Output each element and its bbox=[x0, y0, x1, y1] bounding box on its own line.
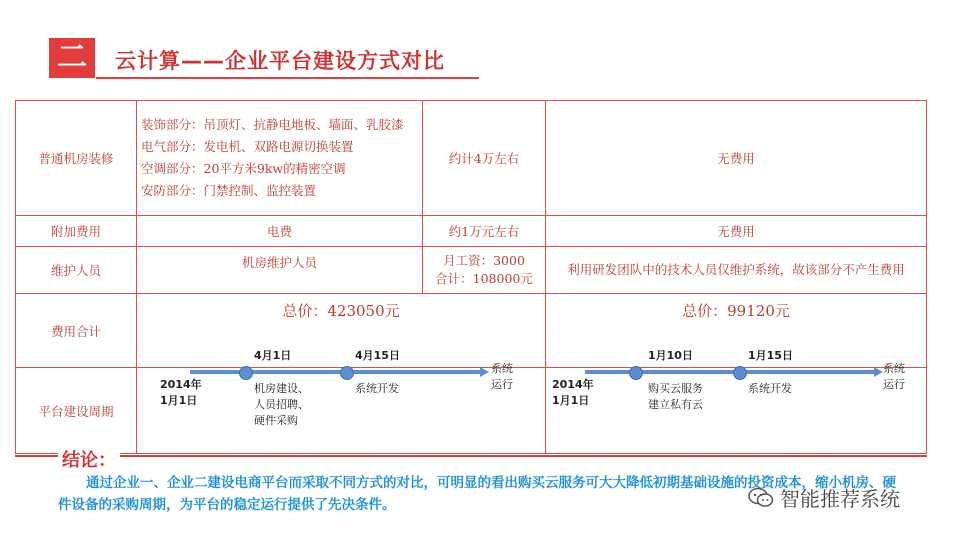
milestone-text: 系统开发 bbox=[748, 382, 792, 395]
cost-line: 月工资：3000 bbox=[443, 253, 525, 268]
detail-item: 安防部分：门禁控制、监控装置 bbox=[141, 183, 317, 198]
watermark-text: 智能推荐系统 bbox=[780, 487, 900, 511]
end-line: 运行 bbox=[883, 378, 905, 391]
timeline-end-label bbox=[491, 361, 513, 393]
item-cell: 电费 bbox=[137, 216, 423, 247]
detail-item: 电气部分：发电机、双路电源切换装置 bbox=[141, 139, 354, 154]
timeline-dot bbox=[629, 366, 643, 380]
milestone-line: 机房建设、 bbox=[254, 382, 309, 395]
row-label: 维护人员 bbox=[16, 247, 137, 294]
start-date-line: 2014年 bbox=[160, 378, 202, 391]
start-date bbox=[160, 377, 202, 409]
timeline-arrow bbox=[874, 367, 883, 377]
cost-cell bbox=[423, 247, 546, 294]
timeline-bar bbox=[190, 370, 480, 374]
milestone-date: 1月15日 bbox=[748, 349, 793, 362]
table-row bbox=[16, 216, 927, 247]
milestone-line: 购买云服务 bbox=[648, 382, 703, 395]
milestone-date: 1月10日 bbox=[648, 349, 693, 362]
milestone-line: 硬件采购 bbox=[254, 414, 298, 427]
section-number-badge: 二 bbox=[49, 38, 95, 78]
start-date-line: 1月1日 bbox=[160, 394, 198, 407]
row-label: 普通机房装修 bbox=[16, 101, 137, 216]
conclusion-divider bbox=[15, 455, 927, 457]
row-label: 平台建设周期 bbox=[16, 368, 137, 454]
start-date-line: 2014年 bbox=[552, 378, 594, 391]
start-date bbox=[552, 377, 594, 409]
cloud-cost-cell: 利用研发团队中的技术人员仅维护系统，故该部分不产生费用 bbox=[546, 247, 927, 294]
cost-cell: 约计4万左右 bbox=[423, 101, 546, 216]
cost-line: 合计：108000元 bbox=[435, 271, 533, 286]
item-cell: 机房维护人员 bbox=[137, 247, 423, 294]
detail-item: 装饰部分：吊顶灯、抗静电地板、墙面、乳胶漆 bbox=[141, 117, 404, 132]
total-right: 总价：99120元 bbox=[546, 294, 927, 368]
milestone-date: 4月1日 bbox=[254, 349, 292, 362]
table-row bbox=[16, 101, 927, 216]
cost-cell: 约1万元左右 bbox=[423, 216, 546, 247]
end-line: 运行 bbox=[491, 378, 513, 391]
milestone-text bbox=[254, 381, 309, 429]
timeline-dot bbox=[340, 366, 354, 380]
timeline-arrow bbox=[480, 367, 489, 377]
table-row bbox=[16, 247, 927, 294]
comparison-table bbox=[15, 100, 927, 454]
milestone-text bbox=[648, 381, 703, 413]
milestone-text: 系统开发 bbox=[355, 382, 399, 395]
row-label: 附加费用 bbox=[16, 216, 137, 247]
period-right-cell bbox=[546, 368, 927, 454]
watermark bbox=[748, 483, 900, 512]
milestone-date: 4月15日 bbox=[355, 349, 400, 362]
detail-item: 空调部分：20平方米9kw的精密空调 bbox=[141, 161, 346, 176]
wechat-icon bbox=[748, 487, 774, 509]
timeline-dot bbox=[733, 366, 747, 380]
total-left: 总价：423050元 bbox=[137, 294, 546, 368]
page-title: 云计算——企业平台建设方式对比 bbox=[115, 49, 445, 73]
timeline-dot bbox=[239, 366, 253, 380]
end-line: 系统 bbox=[491, 362, 513, 375]
conclusion-title: 结论： bbox=[58, 446, 120, 472]
milestone-line: 建立私有云 bbox=[648, 398, 703, 411]
start-date-line: 1月1日 bbox=[552, 394, 590, 407]
conclusion-text: 通过企业一、企业二建设电商平台而采取不同方式的对比，可明显的看出购买云服务可大大降低初期基础设施的投资成本，缩小机房、硬件设备的采购周期，为平台的稳定运行提供了先决条件。 bbox=[58, 475, 896, 513]
cloud-cost-cell: 无费用 bbox=[546, 216, 927, 247]
cloud-cost-cell: 无费用 bbox=[546, 101, 927, 216]
title-underline bbox=[96, 77, 479, 79]
decoration-details bbox=[137, 101, 423, 216]
timeline-end-label bbox=[883, 361, 905, 393]
milestone-line: 人员招聘、 bbox=[254, 398, 309, 411]
end-line: 系统 bbox=[883, 362, 905, 375]
row-label: 费用合计 bbox=[16, 294, 137, 368]
